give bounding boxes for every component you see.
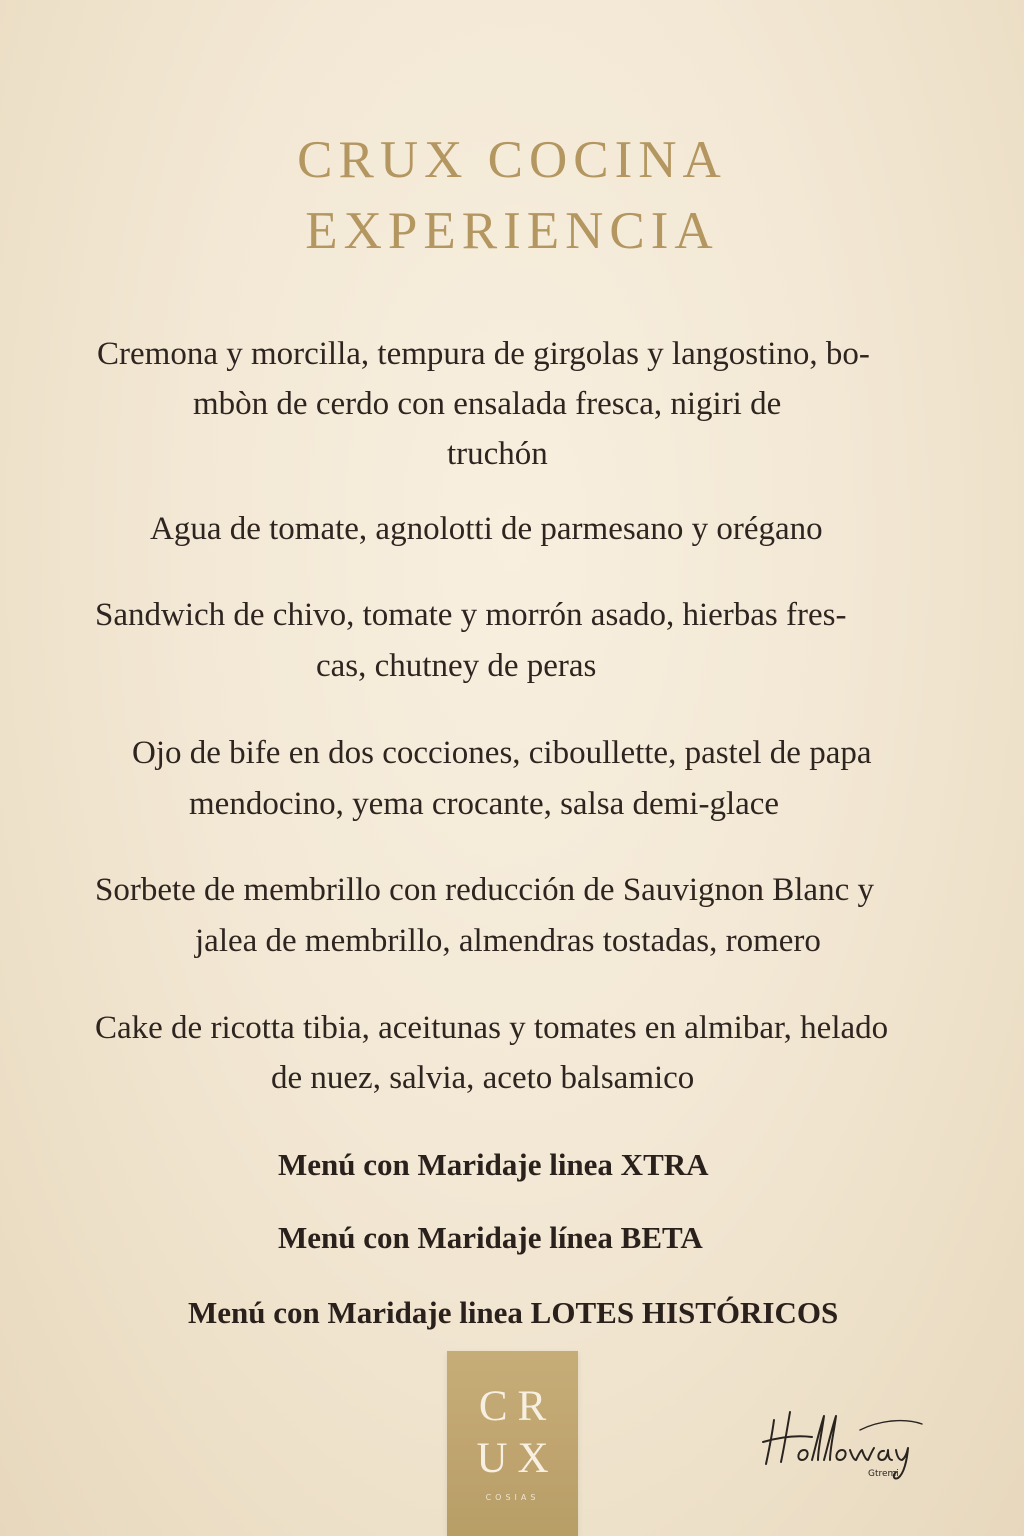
pairing-xtra: Menú con Maridaje linea XTRA: [278, 1147, 709, 1182]
dish-5-line-2: jalea de membrillo, almendras tostadas, romero: [195, 923, 821, 959]
dish-1-line-3: truchón: [447, 436, 548, 472]
logo-line-1: CR: [478, 1383, 557, 1430]
crux-logo: [447, 1351, 578, 1536]
pairing-beta: Menú con Maridaje línea BETA: [278, 1220, 703, 1255]
title-line-1: CRUX COCINA: [297, 131, 727, 189]
dish-6-line-1: Cake de ricotta tibia, aceitunas y tomates en almibar, helado: [95, 1010, 889, 1046]
dish-6-line-2: de nuez, salvia, aceto balsamico: [271, 1060, 695, 1096]
logo-line-2: UX: [476, 1435, 559, 1482]
dish-1-line-1: Cremona y morcilla, tempura de girgolas y langostino, bo-: [97, 336, 870, 372]
signature-subtext: Gtremi: [868, 1469, 899, 1479]
dish-3-line-1: Sandwich de chivo, tomate y morrón asado, hierbas fres-: [95, 597, 847, 633]
dish-5-line-1: Sorbete de membrillo con reducción de Sauvignon Blanc y: [95, 872, 874, 908]
dish-4-line-1: Ojo de bife en dos cocciones, ciboullette, pastel de papa: [132, 735, 872, 771]
dish-3-line-2: cas, chutney de peras: [316, 648, 597, 684]
dish-1-line-2: mbòn de cerdo con ensalada fresca, nigiri de: [193, 386, 782, 422]
title-line-2: EXPERIENCIA: [305, 202, 719, 260]
dish-2-line-1: Agua de tomate, agnolotti de parmesano y orégano: [150, 511, 823, 547]
pairing-lotes-historicos: Menú con Maridaje linea LOTES HISTÓRICOS: [188, 1295, 839, 1330]
signature-holloway: [760, 1390, 930, 1480]
logo-subtitle: COSIAS: [485, 1493, 540, 1502]
dish-4-line-2: mendocino, yema crocante, salsa demi-glace: [189, 786, 780, 822]
